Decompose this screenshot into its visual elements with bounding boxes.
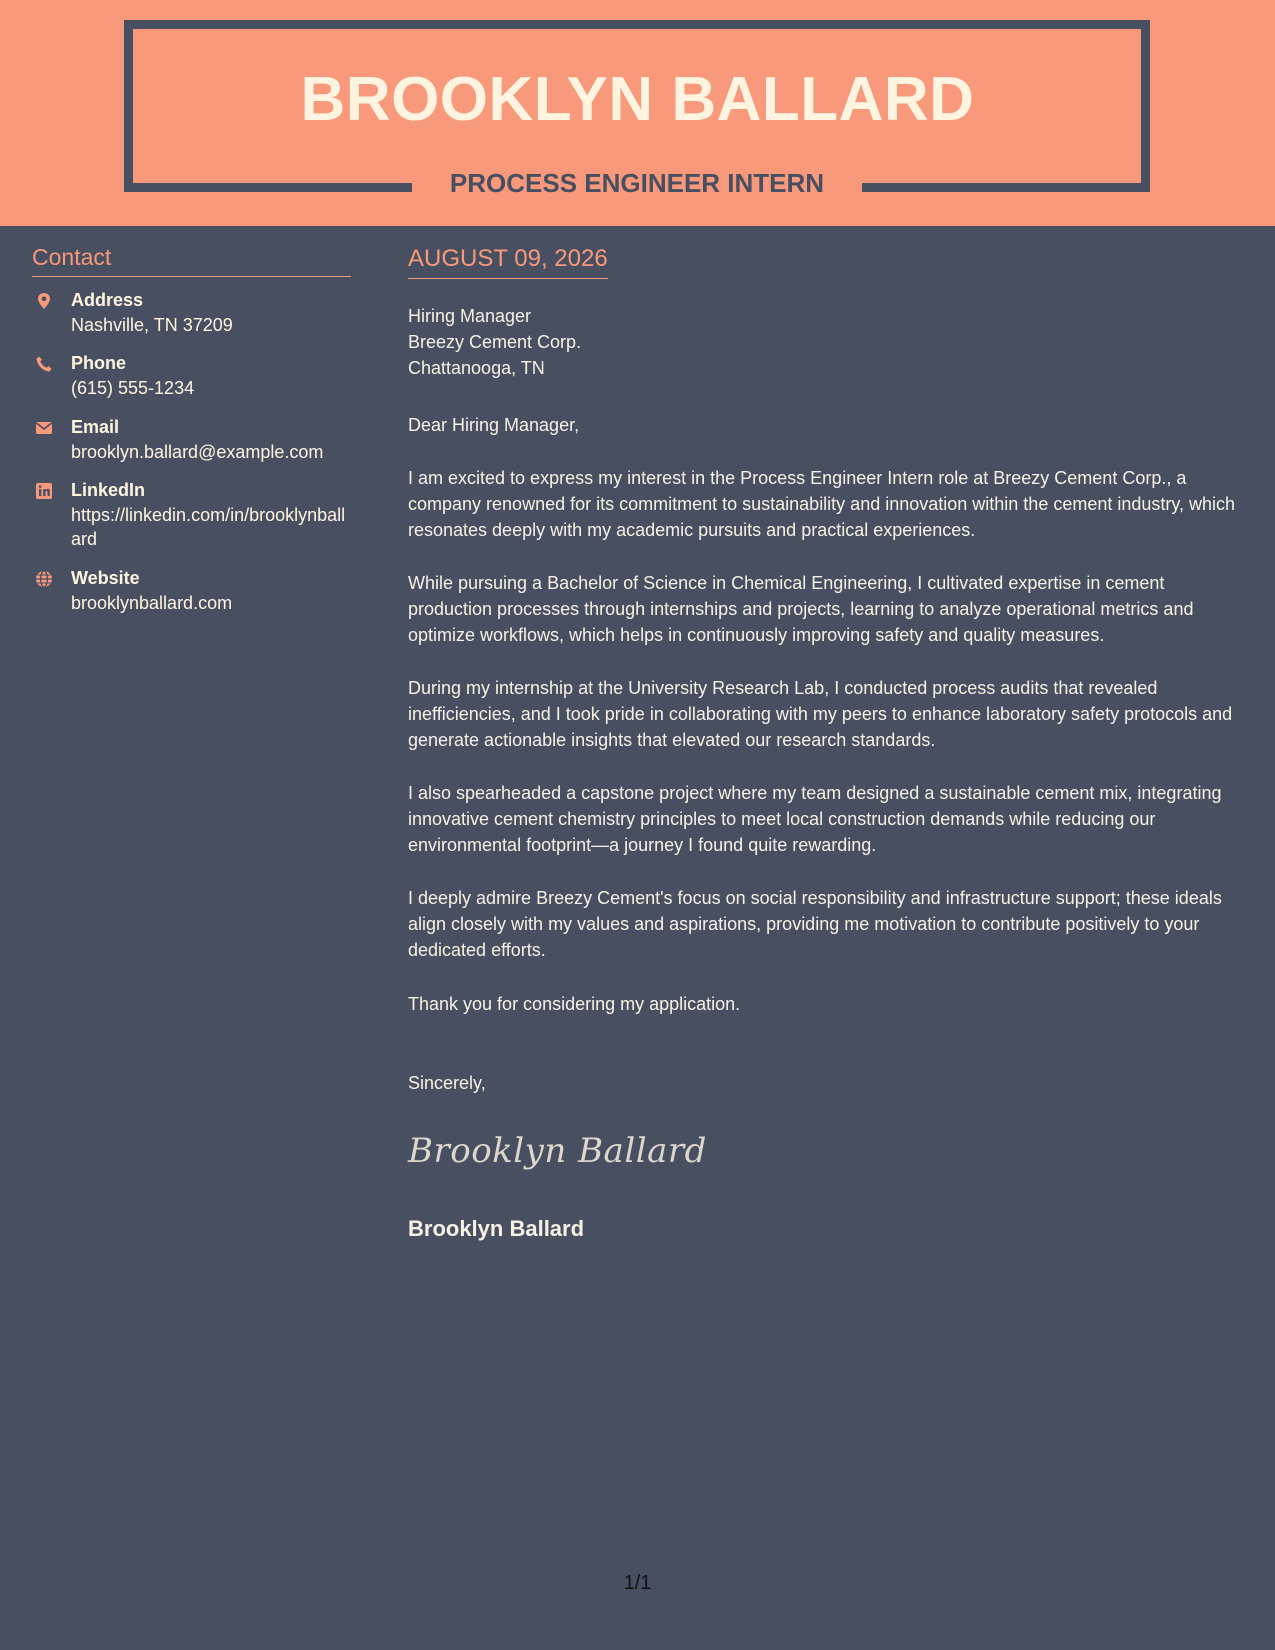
applicant-name: BROOKLYN BALLARD [300,65,975,134]
letter-date: AUGUST 09, 2026 [408,244,608,279]
recipient-line: Hiring Manager [408,306,532,326]
greeting: Dear Hiring Manager, [408,415,580,435]
phone-label: Phone [71,353,127,373]
envelope-icon [35,419,53,437]
map-pin-icon [35,292,53,310]
letter-paragraph: I also spearheaded a capstone project where my team designed a sustainable cement mix, integrating innovative cement chemistry principles to meet local construction demands while reducing our environmental footprint—a journey I found quite rewarding. [408,783,1222,855]
linkedin-value[interactable]: https://linkedin.com/in/brooklynballard [71,505,346,549]
letter-paragraph: During my internship at the University Research Lab, I conducted process audits that revealed inefficiencies, and I took pride in collaborating with my peers to enhance laboratory safety protocols and generate actionable insights that elevated our research standards. [408,678,1233,750]
handwritten-signature: Brooklyn Ballard [408,1131,707,1171]
linkedin-icon [35,482,53,500]
page-number: 1/1 [623,1572,652,1594]
contact-heading: Contact [32,242,351,277]
website-value[interactable]: brooklynballard.com [71,593,233,613]
phone-icon [35,355,53,373]
letter-paragraph: I deeply admire Breezy Cement's focus on social responsibility and infrastructure support; these ideals align closely with my values and aspirations, providing me motivation to contribute positively to your dedicated efforts. [408,888,1222,960]
thanks-line: Thank you for considering my application. [408,994,741,1014]
job-title: PROCESS ENGINEER INTERN [412,161,862,205]
header-banner [0,0,1275,226]
recipient-line: Breezy Cement Corp. [408,332,582,352]
globe-icon [35,570,53,588]
signer-name: Brooklyn Ballard [408,1216,585,1241]
website-label: Website [71,568,140,588]
phone-value: (615) 555-1234 [71,378,195,398]
closing: Sincerely, [408,1073,486,1093]
email-label: Email [71,417,120,437]
letter-paragraph: I am excited to express my interest in the Process Engineer Intern role at Breezy Cement Corp., a company renowned for its commitment to sustainability and innovation within the cement industry, which resonates deeply with my academic pursuits and practical experiences. [408,468,1236,540]
linkedin-label: LinkedIn [71,480,146,500]
address-label: Address [71,290,144,310]
address-value: Nashville, TN 37209 [71,315,233,335]
recipient-line: Chattanooga, TN [408,358,545,378]
email-value[interactable]: brooklyn.ballard@example.com [71,442,324,462]
recipient-block [408,303,581,381]
letter-paragraph: While pursuing a Bachelor of Science in Chemical Engineering, I cultivated expertise in cement production processes through internships and projects, learning to analyze operational metrics and optimize workflows, which helps in continuously improving safety and quality measures. [408,573,1194,645]
